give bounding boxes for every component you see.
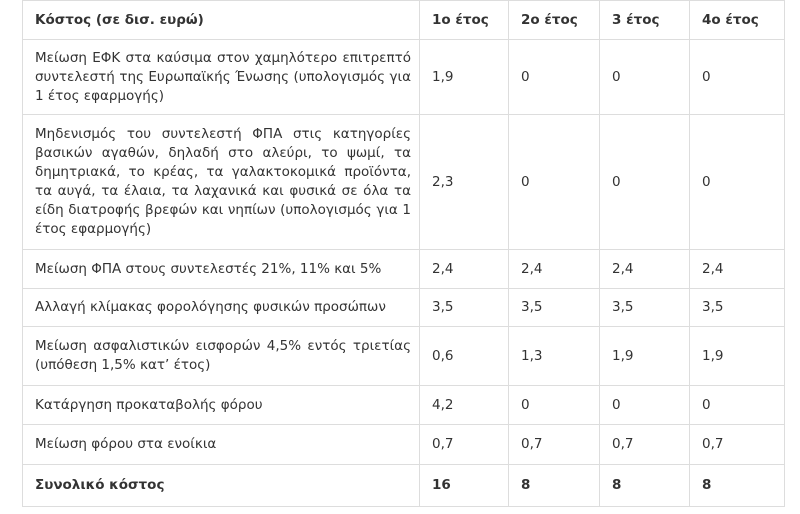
cell-year-3: 0 — [600, 386, 690, 425]
row-description: Κατάργηση προκαταβολής φόρου — [23, 386, 420, 425]
row-description: Μείωση φόρου στα ενοίκια — [23, 425, 420, 465]
cell-year-2: 3,5 — [509, 289, 600, 327]
cell-year-4: 2,4 — [690, 250, 785, 289]
cell-year-2: 0,7 — [509, 425, 600, 465]
table-header-row — [23, 1, 785, 40]
row-description: Μείωση ΕΦΚ στα καύσιμα στον χαμηλότερο επιτρεπτό συντελεστή της Ευρωπαϊκής Ένωσης (υπολογισμός για 1 έτος εφαρμογής) — [23, 40, 420, 115]
header-year-4: 4ο έτος — [690, 1, 785, 40]
cell-year-4: 0 — [690, 115, 785, 250]
total-label: Συνολικό κόστος — [23, 465, 420, 507]
cell-year-1: 3,5 — [420, 289, 509, 327]
total-row — [23, 465, 785, 507]
cell-year-2: 0 — [509, 386, 600, 425]
row-description: Μηδενισμός του συντελεστή ΦΠΑ στις κατηγορίες βασικών αγαθών, δηλαδή στο αλεύρι, το ψωμί, τα δημητριακά, το κρέας, τα γαλακτοκομικά προϊόντα, τα αυγά, τα έλαια, τα λαχανικά και φυσικά σε όλα τα είδη διατροφής βρεφών και νηπίων (υπολογισμός για 1 έτος εφαρμογής) — [23, 115, 420, 250]
total-year-2: 8 — [509, 465, 600, 507]
cell-year-4: 1,9 — [690, 327, 785, 386]
row-description: Αλλαγή κλίμακας φορολόγησης φυσικών προσώπων — [23, 289, 420, 327]
table-row — [23, 386, 785, 425]
cost-table — [22, 0, 785, 507]
row-description: Μείωση ασφαλιστικών εισφορών 4,5% εντός τριετίας (υπόθεση 1,5% κατ’ έτος) — [23, 327, 420, 386]
cell-year-2: 1,3 — [509, 327, 600, 386]
cell-year-4: 0,7 — [690, 425, 785, 465]
cell-year-3: 0 — [600, 115, 690, 250]
table-row — [23, 40, 785, 115]
header-year-3: 3 έτος — [600, 1, 690, 40]
cell-year-2: 2,4 — [509, 250, 600, 289]
cell-year-4: 0 — [690, 40, 785, 115]
header-year-2: 2ο έτος — [509, 1, 600, 40]
cell-year-4: 0 — [690, 386, 785, 425]
cell-year-3: 0 — [600, 40, 690, 115]
header-cost: Κόστος (σε δισ. ευρώ) — [23, 1, 420, 40]
cell-year-3: 2,4 — [600, 250, 690, 289]
table-row — [23, 425, 785, 465]
total-year-3: 8 — [600, 465, 690, 507]
table-row — [23, 327, 785, 386]
header-year-1: 1ο έτος — [420, 1, 509, 40]
total-year-4: 8 — [690, 465, 785, 507]
table-row — [23, 250, 785, 289]
cell-year-1: 4,2 — [420, 386, 509, 425]
table-row — [23, 289, 785, 327]
cell-year-4: 3,5 — [690, 289, 785, 327]
cell-year-3: 1,9 — [600, 327, 690, 386]
cell-year-1: 2,4 — [420, 250, 509, 289]
cell-year-1: 1,9 — [420, 40, 509, 115]
cell-year-1: 0,6 — [420, 327, 509, 386]
cell-year-1: 0,7 — [420, 425, 509, 465]
table-row — [23, 115, 785, 250]
row-description: Μείωση ΦΠΑ στους συντελεστές 21%, 11% και 5% — [23, 250, 420, 289]
cell-year-3: 3,5 — [600, 289, 690, 327]
total-year-1: 16 — [420, 465, 509, 507]
cell-year-1: 2,3 — [420, 115, 509, 250]
cell-year-3: 0,7 — [600, 425, 690, 465]
cell-year-2: 0 — [509, 40, 600, 115]
cell-year-2: 0 — [509, 115, 600, 250]
